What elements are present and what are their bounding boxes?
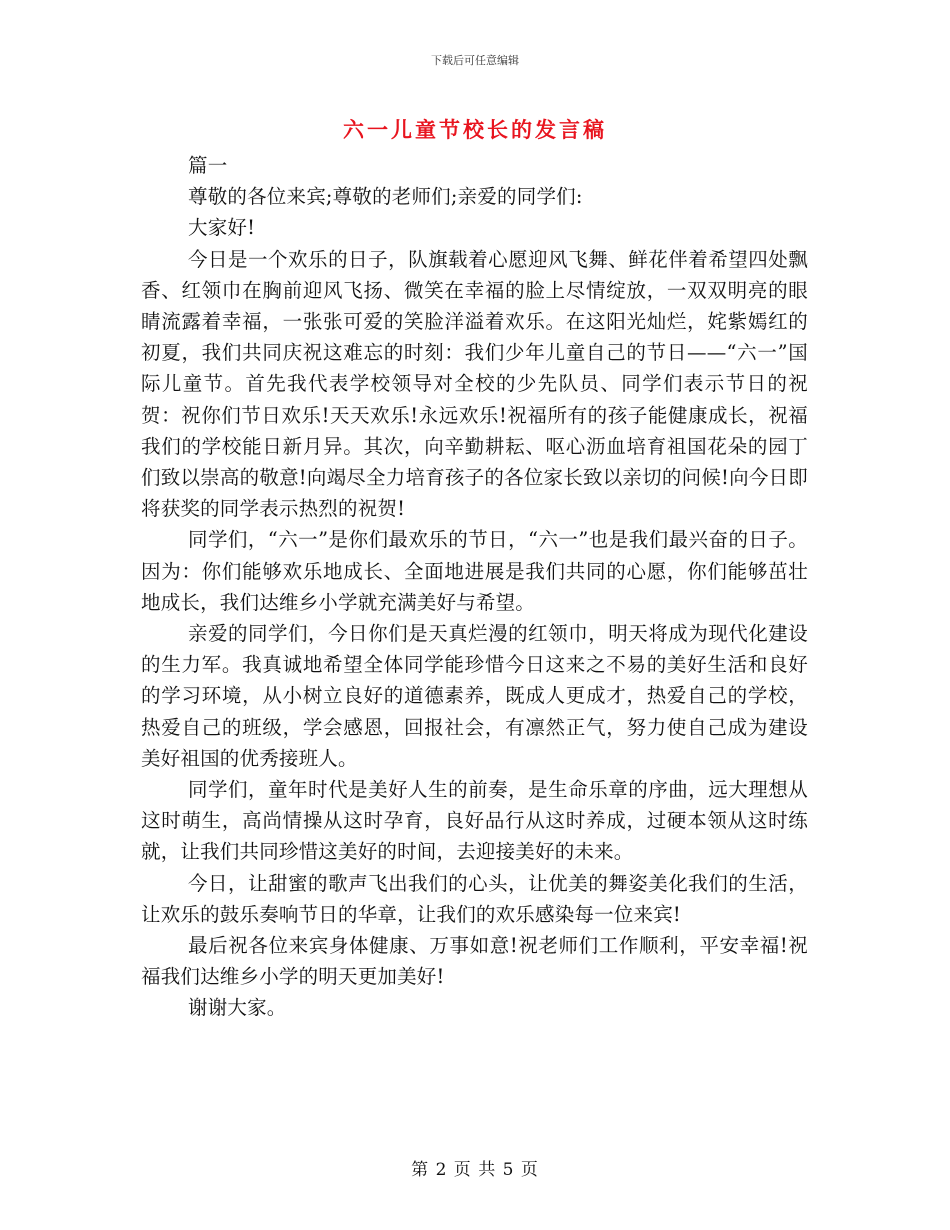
document-body bbox=[141, 150, 808, 1024]
body-paragraph: 今日是一个欢乐的日子，队旗载着心愿迎风飞舞、鲜花伴着希望四处飘香、红领巾在胸前迎风飞扬、微笑在幸福的脸上尽情绽放，一双双明亮的眼睛流露着幸福，一张张可爱的笑脸洋溢着欢乐。在这阳光灿烂，姹紫嫣红的初夏，我们共同庆祝这难忘的时刻：我们少年儿童自己的节日——“六一”国际儿童节。首先我代表学校领导对全校的少先队员、同学们表示节日的祝贺：祝你们节日欢乐!天天欢乐!永远欢乐!祝福所有的孩子能健康成长，祝福我们的学校能日新月异。其次，向辛勤耕耘、呕心沥血培育祖国花朵的园丁们致以崇高的敬意!向竭尽全力培育孩子的各位家长致以亲切的问候!向今日即将获奖的同学表示热烈的祝贺! bbox=[141, 247, 808, 521]
body-paragraph: 亲爱的同学们，今日你们是天真烂漫的红领巾，明天将成为现代化建设的生力军。我真诚地希望全体同学能珍惜今日这来之不易的美好生活和良好的学习环境，从小树立良好的道德素养，既成人更成才，热爱自己的学校，热爱自己的班级，学会感恩，回报社会，有凛然正气，努力使自己成为建设美好祖国的优秀接班人。 bbox=[141, 622, 808, 770]
salutation: 尊敬的各位来宾;尊敬的老师们;亲爱的同学们: bbox=[188, 185, 583, 209]
greeting: 大家好! bbox=[188, 216, 256, 240]
body-paragraph: 今日，让甜蜜的歌声飞出我们的心头，让优美的舞姿美化我们的生活，让欢乐的鼓乐奏响节日的华章，让我们的欢乐感染每一位来宾! bbox=[141, 871, 808, 926]
body-paragraph: 同学们，“六一”是你们最欢乐的节日，“六一”也是我们最兴奋的日子。因为：你们能够欢乐地成长、全面地进展是我们共同的心愿，你们能够茁壮地成长，我们达维乡小学就充满美好与希望。 bbox=[141, 528, 808, 614]
header-note: 下载后可任意编辑 bbox=[431, 54, 519, 67]
section-label: 篇一 bbox=[188, 154, 228, 177]
body-paragraph: 最后祝各位来宾身体健康、万事如意!祝老师们工作顺利，平安幸福!祝福我们达维乡小学的明天更加美好! bbox=[141, 934, 808, 989]
page-number: 第 2 页 共 5 页 bbox=[411, 1160, 539, 1180]
body-paragraph: 同学们，童年时代是美好人生的前奏，是生命乐章的序曲，远大理想从这时萌生，高尚情操从这时孕育，良好品行从这时养成，过硬本领从这时练就，让我们共同珍惜这美好的时间，去迎接美好的未来。 bbox=[141, 778, 808, 864]
closing-line: 谢谢大家。 bbox=[188, 996, 287, 1020]
document-title: 六一儿童节校长的发言稿 bbox=[343, 118, 607, 142]
